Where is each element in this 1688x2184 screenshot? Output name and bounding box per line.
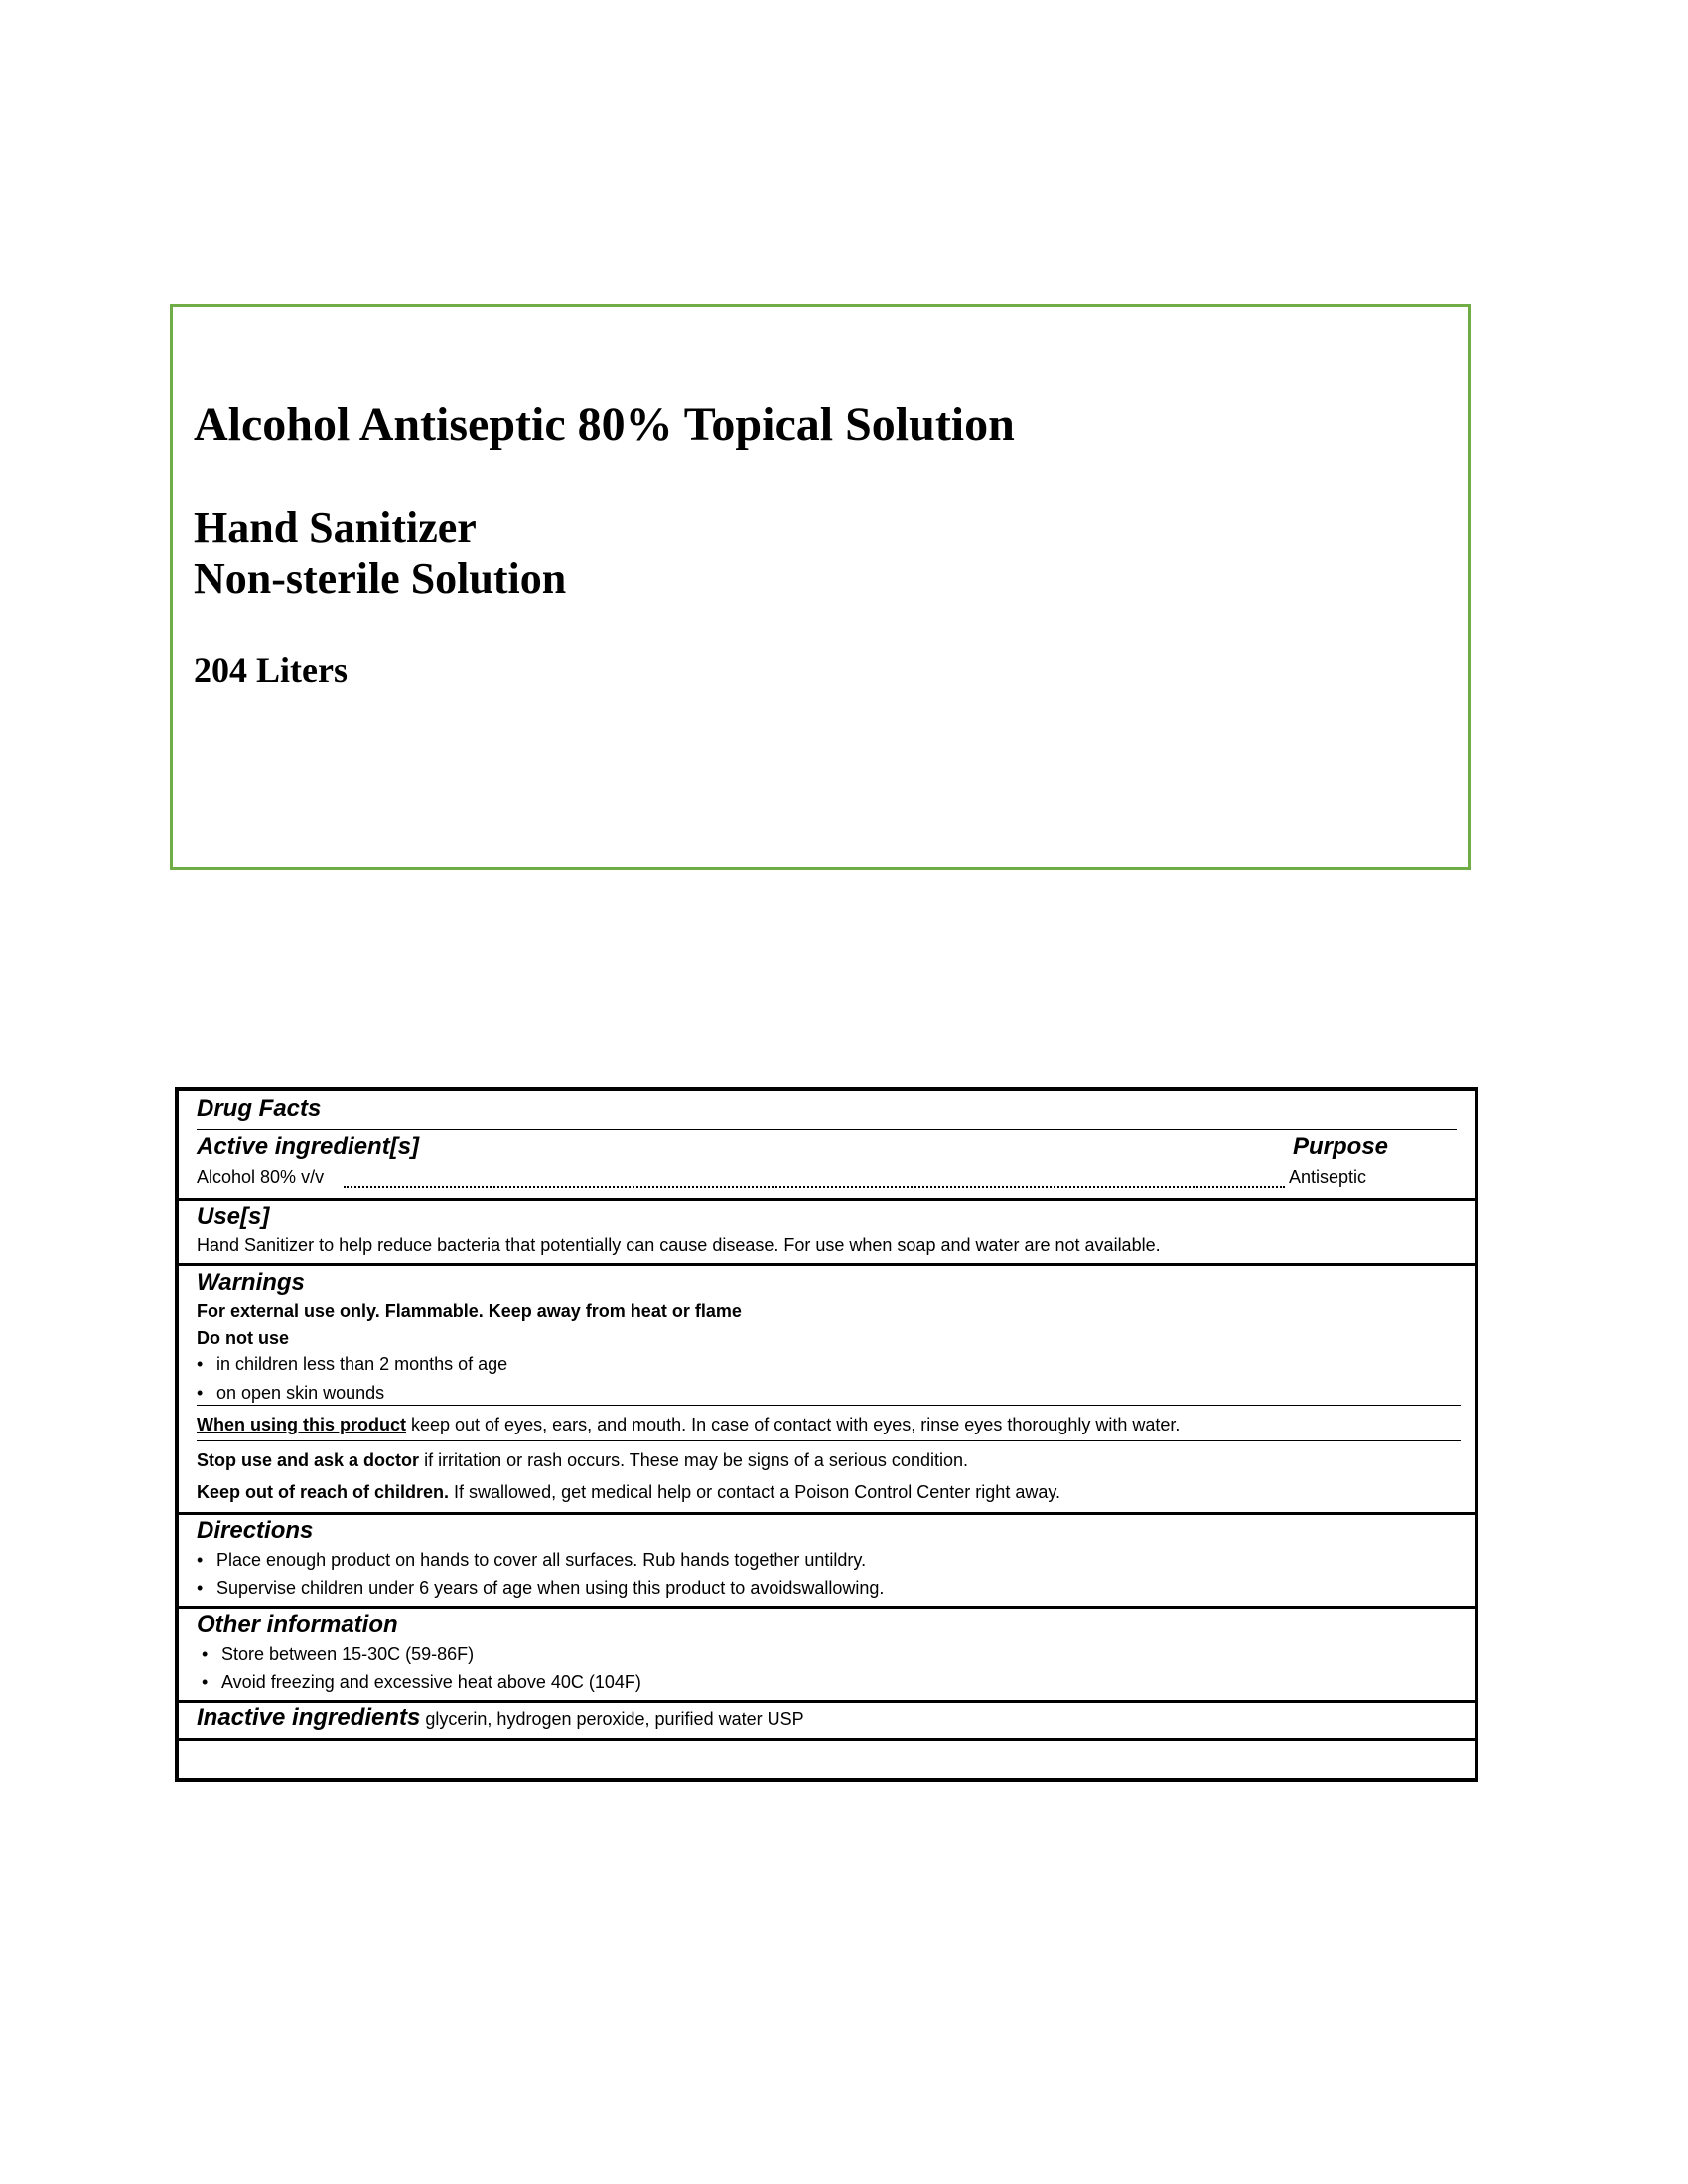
warnings-heading: Warnings: [197, 1269, 305, 1296]
purpose-heading: Purpose: [1293, 1133, 1389, 1160]
inactive-ingredients: [197, 1705, 804, 1732]
keep-out-text: If swallowed, get medical help or contact a Poison Control Center right away.: [449, 1482, 1061, 1502]
warnings-when-using: [197, 1415, 1180, 1435]
product-title: Alcohol Antiseptic 80% Topical Solution: [194, 398, 1015, 451]
warnings-stop-use: [197, 1450, 968, 1471]
warnings-external: For external use only. Flammable. Keep away from heat or flame: [197, 1301, 742, 1321]
other-info-heading: Other information: [197, 1611, 398, 1638]
warnings-divider: [197, 1440, 1461, 1441]
directions-bullet: • Supervise children under 6 years of age when using this product to avoidswallowing.: [216, 1578, 884, 1599]
when-using-text: keep out of eyes, ears, and mouth. In case of contact with eyes, rinse eyes thoroughly with water.: [405, 1415, 1181, 1434]
keep-out-label: Keep out of reach of children.: [197, 1482, 450, 1502]
warnings-keep-out: [197, 1482, 1060, 1503]
uses-text: Hand Sanitizer to help reduce bacteria that potentially can cause disease. For use when soap and water are not available.: [197, 1235, 1161, 1255]
directions-heading: Directions: [197, 1517, 314, 1544]
section-divider-directions: [179, 1512, 1475, 1515]
other-info-bullet: • Store between 15-30C (59-86F): [221, 1644, 474, 1665]
inactive-ingredients-heading: Inactive ingredients: [197, 1705, 421, 1731]
warnings-divider: [197, 1405, 1461, 1406]
uses-heading: Use[s]: [197, 1203, 270, 1230]
drug-facts-panel: [175, 1087, 1478, 1782]
active-ingredient-value: Alcohol 80% v/v: [197, 1167, 325, 1187]
section-divider-bottom: [179, 1738, 1475, 1741]
section-divider-inactive: [179, 1700, 1475, 1703]
product-volume: 204 Liters: [194, 650, 348, 690]
directions-bullet: • Place enough product on hands to cover all surfaces. Rub hands together untildry.: [216, 1550, 866, 1570]
product-label-box: [170, 304, 1471, 870]
inactive-ingredients-text: glycerin, hydrogen peroxide, purified water USP: [420, 1709, 804, 1729]
warnings-bullet: • in children less than 2 months of age: [216, 1354, 507, 1375]
other-info-bullet: • Avoid freezing and excessive heat above 40C (104F): [221, 1672, 641, 1693]
when-using-label: When using this product: [197, 1415, 406, 1434]
product-subtitle-hand-sanitizer: Hand Sanitizer: [194, 503, 477, 552]
section-divider-warnings: [179, 1263, 1475, 1266]
drug-facts-heading: Drug Facts: [197, 1095, 322, 1122]
purpose-value: Antiseptic: [1289, 1167, 1367, 1187]
section-divider-uses: [179, 1198, 1475, 1201]
product-subtitle-non-sterile: Non-sterile Solution: [194, 554, 567, 603]
stop-use-label: Stop use and ask a doctor: [197, 1450, 420, 1470]
warnings-bullet: • on open skin wounds: [216, 1383, 384, 1404]
stop-use-text: if irritation or rash occurs. These may be signs of a serious condition.: [419, 1450, 968, 1470]
warnings-do-not-use: Do not use: [197, 1328, 289, 1348]
section-divider-other: [179, 1606, 1475, 1609]
active-ingredient-heading: Active ingredient[s]: [197, 1133, 420, 1160]
dot-leader: [344, 1186, 1285, 1188]
drug-facts-divider: [197, 1129, 1457, 1130]
